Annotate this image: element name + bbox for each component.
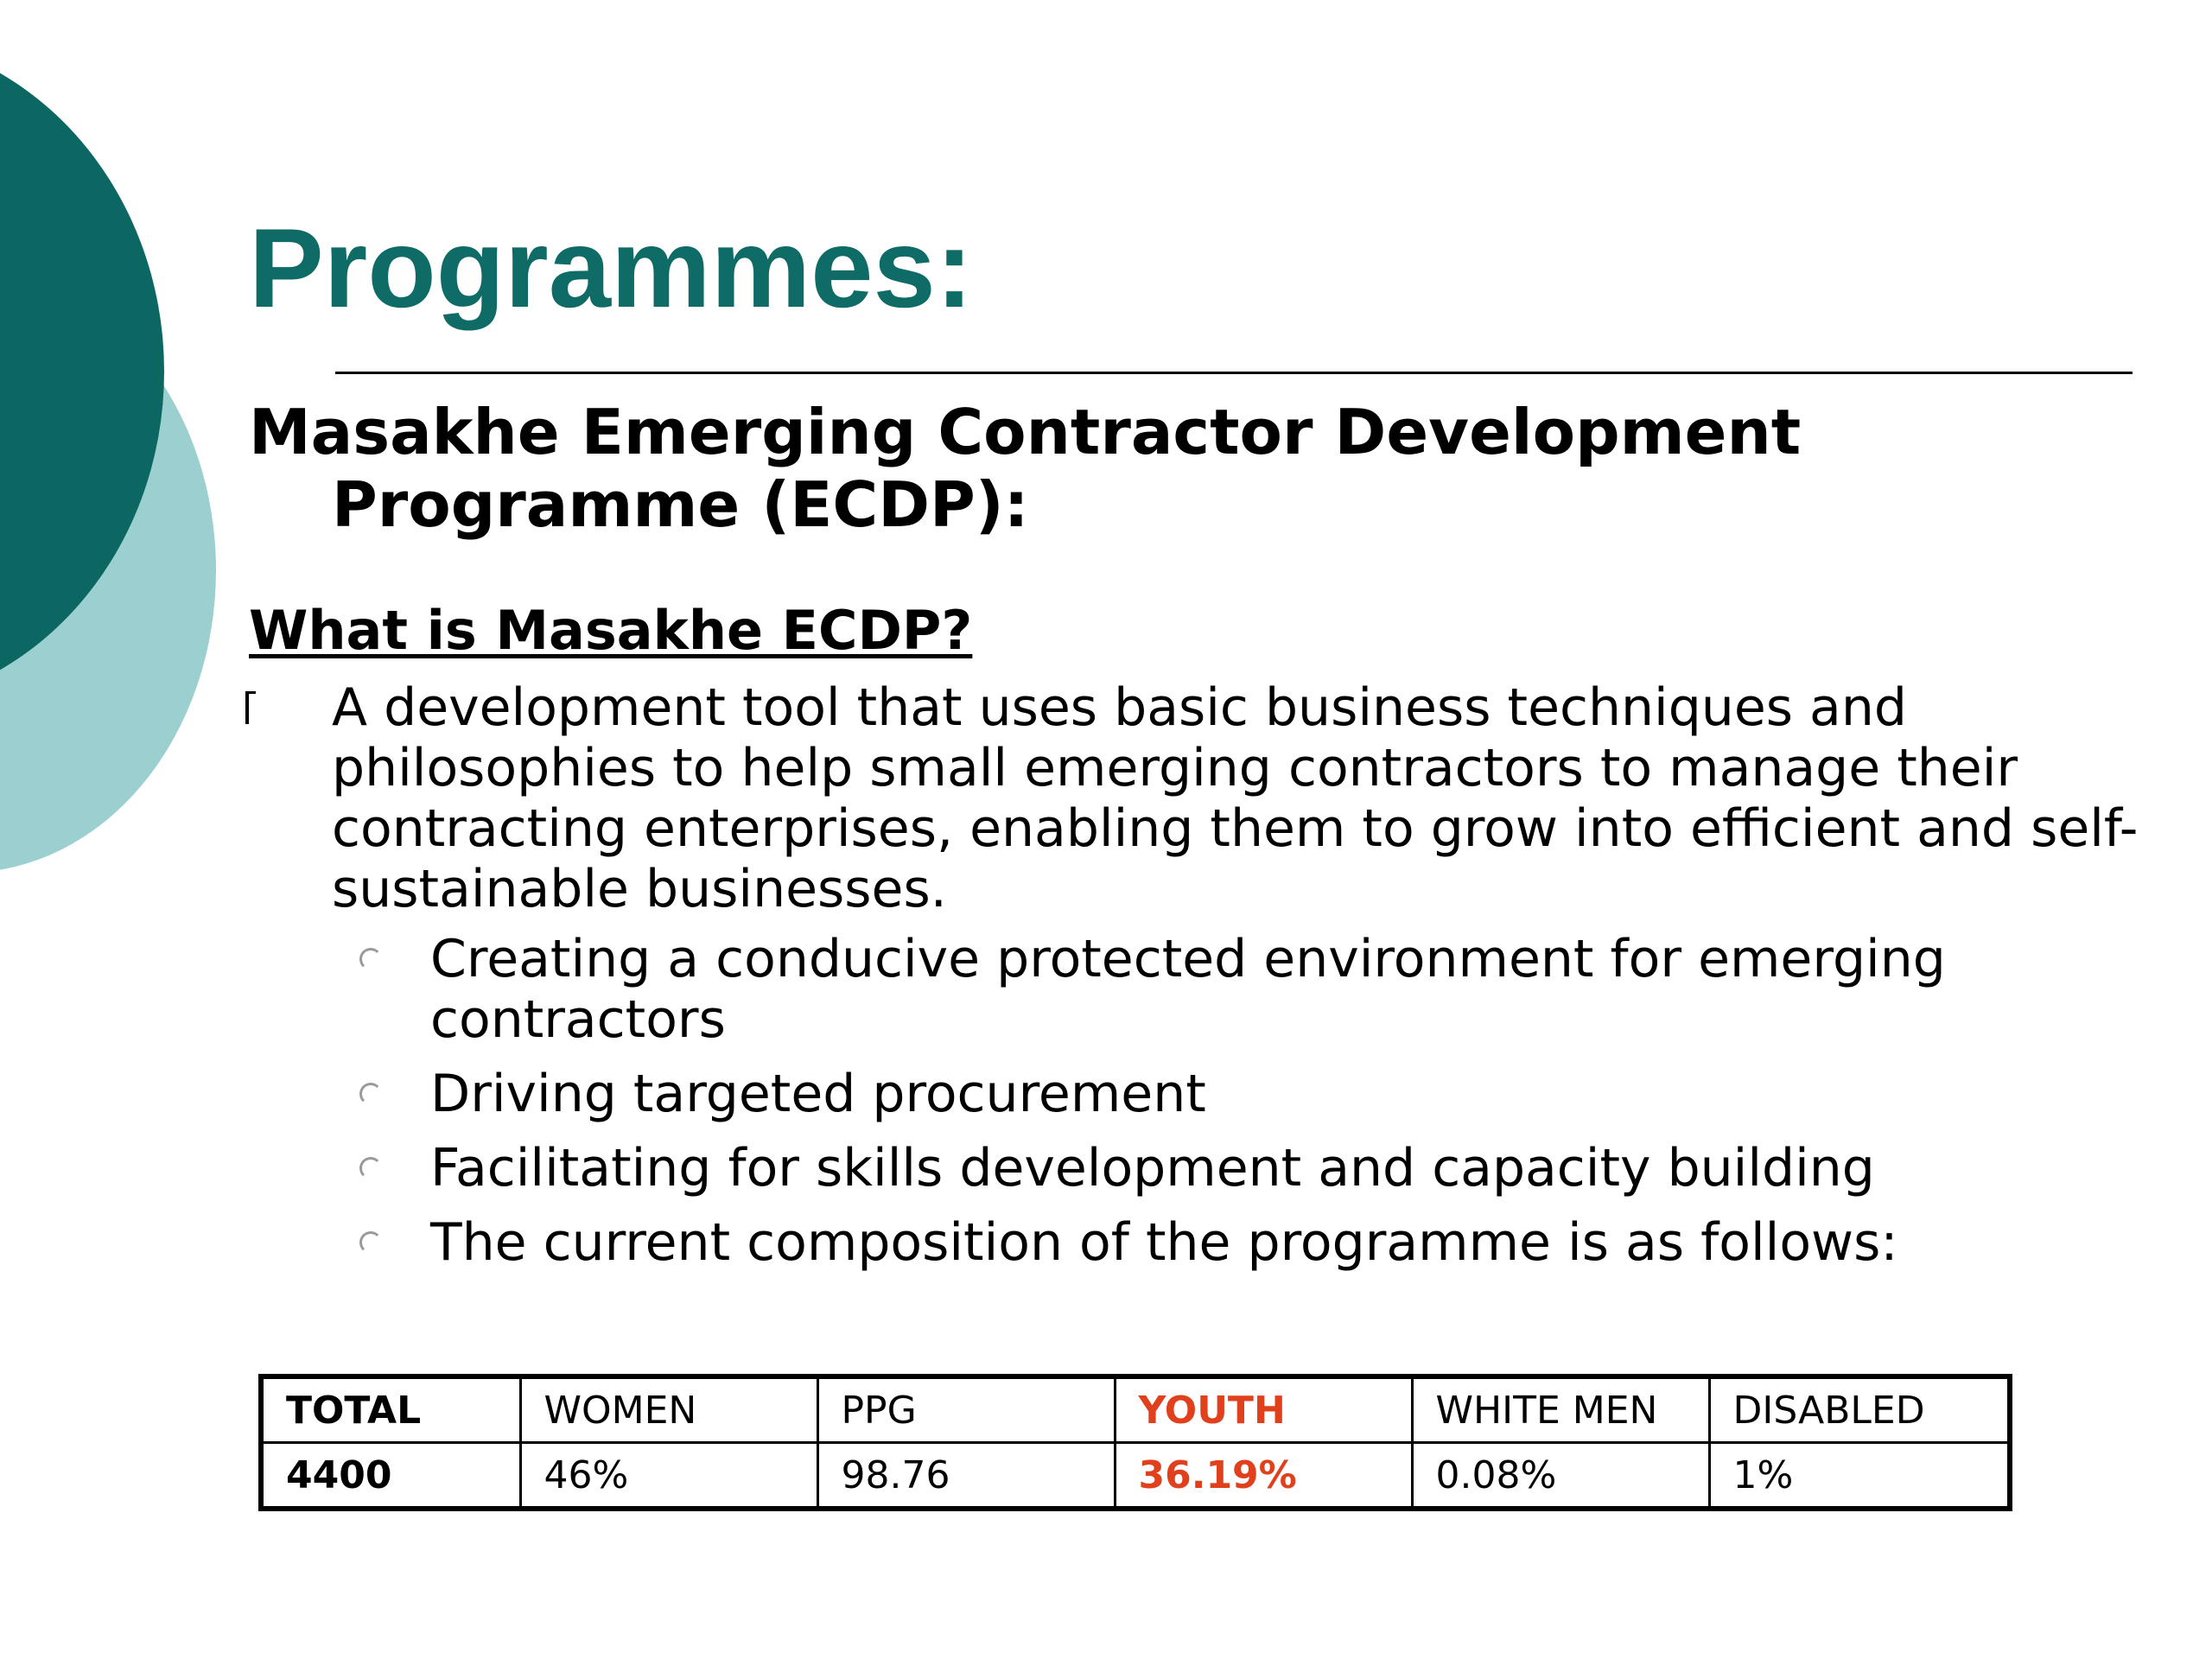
sub-bullet-text: Facilitating for skills development and capacity building bbox=[430, 1138, 1875, 1198]
header-cell-ppg: PPG bbox=[817, 1376, 1115, 1443]
value-cell-total: 4400 bbox=[261, 1443, 520, 1510]
programme-heading-line1: Masakhe Emerging Contractor Development bbox=[249, 396, 1802, 468]
sub-bullet-list bbox=[359, 929, 2174, 1287]
ring-bullet-icon bbox=[359, 1157, 382, 1179]
section-subheading: What is Masakhe ECDP? bbox=[249, 599, 973, 662]
ring-bullet-icon bbox=[359, 948, 382, 970]
sub-bullet-item bbox=[359, 929, 2174, 1050]
header-cell-women: WOMEN bbox=[520, 1376, 817, 1443]
value-cell-white-men: 0.08% bbox=[1412, 1443, 1709, 1510]
header-cell-youth: YOUTH bbox=[1115, 1376, 1412, 1443]
header-cell-white-men: WHITE MEN bbox=[1412, 1376, 1709, 1443]
sub-bullet-text: Creating a conducive protected environment for emerging contractors bbox=[430, 929, 1946, 1050]
value-cell-ppg: 98.76 bbox=[817, 1443, 1115, 1510]
sub-bullet-item bbox=[359, 1138, 2174, 1198]
sub-bullet-text: Driving targeted procurement bbox=[430, 1064, 1206, 1124]
value-cell-disabled: 1% bbox=[1709, 1443, 2010, 1510]
value-cell-youth: 36.19% bbox=[1115, 1443, 1412, 1510]
ring-bullet-icon bbox=[359, 1083, 382, 1105]
sub-bullet-text: The current composition of the programme is as follows: bbox=[430, 1212, 1898, 1273]
composition-table bbox=[258, 1374, 2012, 1511]
sub-bullet-item bbox=[359, 1212, 2174, 1273]
value-cell-women: 46% bbox=[520, 1443, 817, 1510]
programme-heading-line2: Programme (ECDP): bbox=[332, 468, 1029, 541]
header-cell-disabled: DISABLED bbox=[1709, 1376, 2010, 1443]
sub-bullet-item bbox=[359, 1064, 2174, 1124]
table-value-row bbox=[261, 1443, 2010, 1510]
table-header-row bbox=[261, 1376, 2010, 1443]
ring-bullet-icon bbox=[359, 1231, 382, 1254]
header-cell-total: TOTAL bbox=[261, 1376, 520, 1443]
bullet-mark-icon bbox=[245, 691, 249, 724]
intro-bullet bbox=[245, 677, 2146, 919]
title-divider bbox=[335, 372, 2133, 374]
slide-title: Programmes: bbox=[249, 205, 974, 331]
intro-text: A development tool that uses basic business techniques and philosophies to help small emerging contractors to manage their contracting enterprises, enabling them to grow into efficient and self-sustainable businesses. bbox=[332, 677, 2139, 919]
programme-heading bbox=[249, 396, 2150, 541]
